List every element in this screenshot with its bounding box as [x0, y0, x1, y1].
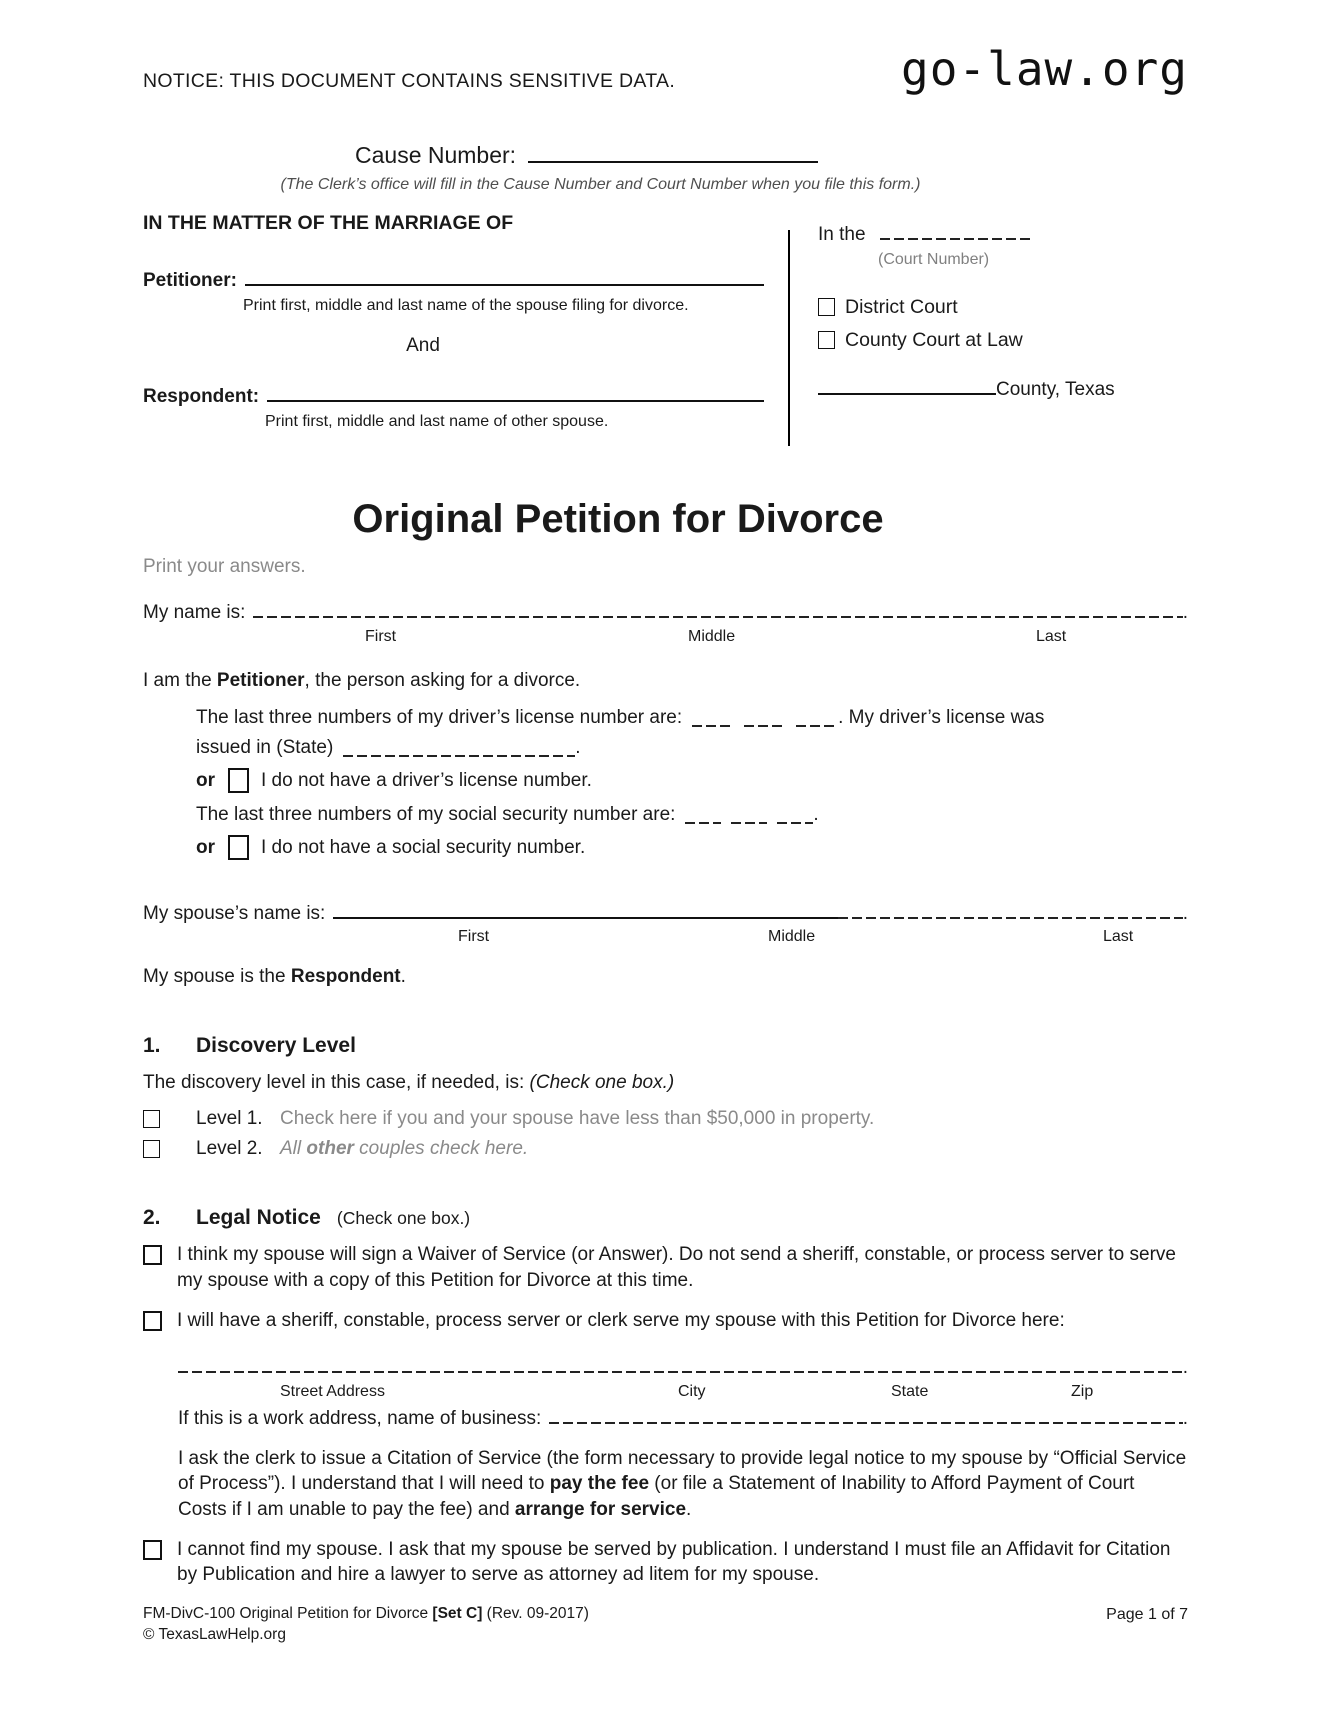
citation-bold-arrange-service: arrange for service	[514, 1498, 687, 1520]
footer-revision: (Rev. 09-2017)	[482, 1604, 589, 1622]
dl-digit-field-1[interactable]	[692, 709, 734, 727]
level2-desc-bold: other	[306, 1138, 354, 1160]
caption-right-column	[788, 210, 1188, 432]
print-answers-instruction: Print your answers.	[143, 556, 306, 578]
no-dl-label: I do not have a driver’s license number.	[261, 769, 592, 791]
citation-bold-pay-fee: pay the fee	[549, 1473, 650, 1495]
ssn-line-text: The last three numbers of my social security number are:	[196, 804, 676, 826]
waiver-option-text: I think my spouse will sign a Waiver of Service (or Answer). Do not send a sheriff, constable, or process server to serve my spouse with a copy of this Petition for Divorce at this time.	[177, 1244, 1176, 1292]
waiver-checkbox[interactable]	[143, 1245, 162, 1265]
petitioner-hint: Print first, middle and last name of the spouse filing for divorce.	[243, 296, 689, 314]
business-name-row	[178, 1406, 1188, 1432]
cause-number-label: Cause Number:	[355, 142, 517, 169]
respondent-label: Respondent:	[143, 386, 260, 408]
my-name-label: My name is:	[143, 602, 246, 624]
city-label: City	[678, 1382, 706, 1400]
citation-text-3: .	[686, 1498, 692, 1520]
address-column-labels	[143, 1381, 1188, 1401]
footer-form-id-pre: FM-DivC-100 Original Petition for Divorce	[143, 1604, 433, 1622]
dl-line2	[196, 735, 1188, 761]
drivers-license-block	[196, 705, 1188, 793]
legal-notice-option2	[143, 1308, 1188, 1334]
county-court-label: County Court at Law	[845, 328, 1023, 351]
respondent-sentence-bold: Respondent	[290, 966, 401, 988]
middle-name-label: Middle	[688, 627, 736, 645]
dl-digit-field-2[interactable]	[744, 709, 786, 727]
dl-line1	[196, 705, 1188, 731]
footer-copyright: © TexasLawHelp.org	[143, 1625, 286, 1643]
county-name-field[interactable]	[818, 377, 996, 395]
page-footer	[143, 1604, 1188, 1646]
no-dl-option	[196, 768, 1188, 794]
page-header	[143, 42, 1188, 96]
county-court-checkbox[interactable]	[818, 331, 835, 349]
state-label: State	[891, 1382, 929, 1400]
respondent-sentence	[143, 964, 1188, 990]
first-name-label: First	[365, 627, 397, 645]
level2-description	[280, 1136, 528, 1162]
form-title: Original Petition for Divorce	[352, 497, 884, 542]
county-row	[818, 377, 1188, 403]
case-caption	[143, 210, 1188, 446]
petitioner-sentence-post: , the person asking for a divorce.	[304, 669, 581, 691]
street-address-label: Street Address	[280, 1382, 385, 1400]
petitioner-label: Petitioner:	[143, 270, 237, 292]
discovery-intro	[143, 1070, 1188, 1096]
citation-paragraph	[178, 1446, 1188, 1523]
section1-title: Discovery Level	[196, 1033, 356, 1057]
footer-form-id	[143, 1604, 589, 1625]
county-texas-label: County, Texas	[996, 378, 1115, 400]
publication-checkbox[interactable]	[143, 1540, 162, 1560]
petitioner-sentence	[143, 668, 1188, 694]
publication-option-text: I cannot find my spouse. I ask that my spouse be served by publication. I understand I must file an Affidavit for Citation by Publication and hire a lawyer to serve as attorney ad litem for my spouse.	[177, 1538, 1171, 1586]
spouse-middle-label: Middle	[768, 928, 816, 946]
serve-checkbox[interactable]	[143, 1311, 162, 1331]
footer-left	[143, 1604, 589, 1646]
in-the-label: In the	[818, 223, 866, 245]
level2-option	[143, 1136, 1188, 1162]
section1-number: 1.	[143, 1033, 161, 1057]
service-address-field[interactable]	[178, 1355, 1183, 1373]
petitioner-sentence-pre: I am the	[143, 669, 217, 691]
district-court-label: District Court	[845, 296, 958, 319]
cause-number-field[interactable]	[528, 145, 818, 163]
district-court-option	[818, 294, 1188, 320]
court-number-hint: (Court Number)	[878, 250, 990, 268]
my-name-column-labels	[143, 626, 1188, 646]
level1-checkbox[interactable]	[143, 1110, 160, 1128]
district-court-checkbox[interactable]	[818, 298, 835, 316]
respondent-sentence-pre: My spouse is the	[143, 966, 291, 988]
level1-label: Level 1.	[196, 1107, 263, 1129]
section2-number: 2.	[143, 1206, 161, 1230]
dl-or-label: or	[196, 769, 215, 791]
spouse-name-column-labels	[143, 926, 1188, 946]
ssn-digit-field-1[interactable]	[685, 806, 721, 824]
ssn-or-label: or	[196, 836, 215, 858]
legal-notice-option1	[143, 1242, 1188, 1293]
county-court-option	[818, 327, 1188, 353]
ssn-block	[196, 802, 1188, 860]
my-name-terminator: .	[1182, 602, 1188, 624]
court-number-field[interactable]	[880, 222, 1032, 240]
zip-label: Zip	[1071, 1382, 1094, 1400]
level1-option	[143, 1106, 1188, 1132]
sensitive-data-notice: NOTICE: THIS DOCUMENT CONTAINS SENSITIVE DATA.	[143, 70, 676, 92]
service-address-terminator: .	[1182, 1357, 1188, 1379]
dl-line1-post: . My driver’s license was	[838, 707, 1045, 729]
cause-number-row	[143, 140, 1188, 171]
matter-heading: IN THE MATTER OF THE MARRIAGE OF	[143, 211, 514, 234]
cause-number-note: (The Clerk’s office will fill in the Cause Number and Court Number when you file this form.)	[280, 176, 921, 194]
section2-heading	[143, 1204, 1188, 1232]
respondent-hint: Print first, middle and last name of other spouse.	[265, 412, 609, 430]
dl-digit-field-3[interactable]	[796, 709, 838, 727]
site-logo: go-law.org	[901, 42, 1188, 96]
ssn-line-terminator: .	[813, 804, 819, 826]
spouse-last-label: Last	[1103, 928, 1134, 946]
dl-line1-text: The last three numbers of my driver’s license number are:	[196, 707, 683, 729]
spouse-name-field[interactable]	[333, 901, 838, 919]
no-dl-checkbox[interactable]	[228, 768, 249, 793]
citation-text-1: I ask the clerk to issue a Citation of Service (the form necessary to provide legal notice to my spouse by “Official Service of Process”). I understand that I will need to	[178, 1447, 1187, 1495]
spouse-first-label: First	[458, 928, 490, 946]
spouse-name-terminator: .	[1182, 902, 1188, 924]
last-name-label: Last	[1036, 627, 1067, 645]
spouse-lastname-field[interactable]	[838, 901, 1182, 919]
spouse-name-label: My spouse’s name is:	[143, 902, 326, 924]
discovery-intro-text: The discovery level in this case, if needed, is:	[143, 1072, 525, 1094]
my-name-field[interactable]	[253, 600, 1182, 618]
citation-text-2: (or file a Statement of Inability to Afford Payment of Court Costs if I am unable to pay the fee) and	[178, 1473, 1135, 1520]
spouse-name-row	[143, 901, 1188, 927]
no-ssn-option	[196, 835, 1188, 861]
and-label: And	[406, 334, 440, 356]
business-name-field[interactable]	[549, 1406, 1182, 1424]
business-name-terminator: .	[1182, 1407, 1188, 1429]
ssn-digit-field-3[interactable]	[777, 806, 813, 824]
legal-notice-option3	[143, 1537, 1188, 1588]
section2-title: Legal Notice	[196, 1206, 321, 1230]
petitioner-row	[143, 268, 788, 294]
level1-description: Check here if you and your spouse have less than $50,000 in property.	[280, 1107, 875, 1129]
discovery-check-one-note: (Check one box.)	[529, 1072, 675, 1094]
caption-divider	[788, 230, 790, 446]
level2-desc-post: couples check here.	[353, 1138, 529, 1160]
level2-checkbox[interactable]	[143, 1140, 160, 1158]
no-ssn-checkbox[interactable]	[228, 835, 249, 860]
ssn-digit-field-2[interactable]	[731, 806, 767, 824]
respondent-name-field[interactable]	[267, 384, 764, 402]
section2-check-one-note: (Check one box.)	[336, 1208, 471, 1229]
my-name-row	[143, 600, 1188, 626]
section1-heading	[143, 1032, 1188, 1060]
caption-left-column	[143, 210, 788, 432]
level2-desc-pre: All	[280, 1138, 307, 1160]
petitioner-sentence-bold: Petitioner	[216, 669, 305, 691]
level2-label: Level 2.	[196, 1138, 263, 1160]
court-number-row	[818, 222, 1188, 248]
service-address-row	[178, 1355, 1188, 1381]
footer-set-label: [Set C]	[432, 1604, 483, 1622]
footer-page-number: Page 1 of 7	[1106, 1605, 1188, 1623]
petitioner-name-field[interactable]	[245, 268, 764, 286]
dl-state-field[interactable]	[343, 739, 575, 757]
respondent-sentence-post: .	[400, 966, 406, 988]
ssn-line	[196, 802, 1188, 828]
business-name-label: If this is a work address, name of business:	[178, 1407, 542, 1429]
no-ssn-label: I do not have a social security number.	[261, 836, 586, 858]
dl-state-label: issued in (State)	[196, 736, 334, 758]
dl-line2-terminator: .	[575, 736, 581, 758]
respondent-row	[143, 384, 788, 410]
serve-option-text: I will have a sheriff, constable, process server or clerk serve my spouse with this Petition for Divorce here:	[177, 1309, 1065, 1331]
